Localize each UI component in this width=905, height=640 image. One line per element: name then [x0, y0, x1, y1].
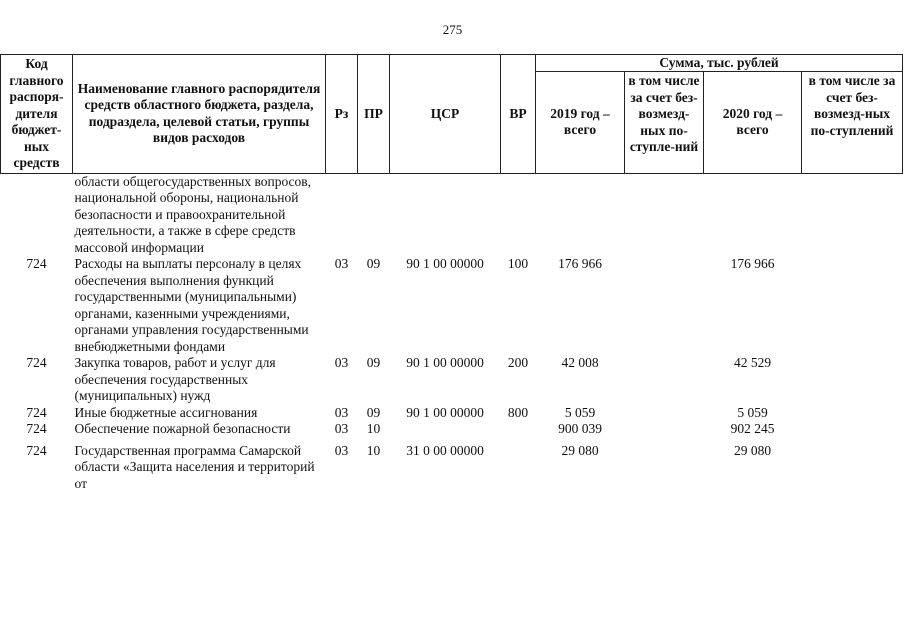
table-row — [1, 256, 903, 355]
header-row-1 — [1, 55, 903, 72]
cell-rz: 03 — [334, 442, 349, 458]
cell-vr: 200 — [507, 355, 529, 370]
page-number: 275 — [442, 22, 463, 37]
cell-csr: 90 1 00 00000 — [406, 404, 484, 420]
header-2019-free: в том числе за счет без-возмезд-ных по-ступле-ний — [625, 72, 704, 174]
cell-vr — [501, 173, 536, 256]
header-csr: ЦСР — [390, 55, 501, 174]
cell-vr — [501, 438, 536, 493]
header-name: Наименование главного распорядителя средств областного бюджета, раздела, подраздела, целевой статьи, группы видов расходов — [73, 55, 326, 174]
cell-2020-free — [802, 173, 903, 256]
cell-vr — [501, 421, 536, 438]
cell-2020: 902 245 — [730, 421, 775, 436]
cell-vr: 100 — [507, 256, 529, 271]
header-2020-free: в том числе за счет без-возмезд-ных по-ступлений — [802, 72, 903, 174]
header-2020-total: 2020 год – всего — [704, 72, 802, 174]
table-row — [1, 421, 903, 438]
cell-csr: 90 1 00 00000 — [406, 355, 484, 370]
header-sum: Сумма, тыс. рублей — [536, 55, 903, 72]
cell-code: 724 — [26, 404, 47, 420]
cell-code: 724 — [26, 442, 47, 458]
cell-2020-free — [802, 405, 903, 422]
cell-2019: 5 059 — [564, 404, 596, 420]
header-rz: Рз — [326, 55, 358, 174]
table-row — [1, 438, 903, 493]
cell-2020: 42 529 — [733, 355, 772, 370]
cell-2020-free — [802, 256, 903, 355]
cell-name: Закупка товаров, работ и услуг для обеспечения государственных (муниципальных) нужд — [74, 355, 276, 403]
cell-rz: 03 — [334, 355, 349, 370]
cell-2020: 5 059 — [737, 404, 768, 420]
cell-rz — [326, 173, 358, 256]
budget-table — [0, 54, 903, 492]
cell-pr: 09 — [366, 404, 381, 420]
cell-2019: 176 966 — [558, 256, 602, 271]
cell-csr — [390, 173, 501, 256]
table-row — [1, 405, 903, 422]
cell-vr: 800 — [507, 404, 529, 420]
cell-2020: 176 966 — [730, 256, 775, 271]
cell-2020: 29 080 — [733, 442, 772, 458]
cell-2019-free — [625, 355, 704, 405]
header-code: Код главного распоря-дителя бюджет-ных средств — [1, 55, 73, 174]
table-row — [1, 355, 903, 405]
cell-2020-free — [802, 421, 903, 438]
cell-pr — [358, 173, 390, 256]
cell-code: 724 — [26, 421, 47, 436]
cell-pr: 09 — [366, 256, 381, 271]
cell-2019-free — [625, 421, 704, 438]
cell-name: области общегосударственных вопросов, национальной обороны, национальной безопасности и правоохранительной деятельности, а также в сфере средств массовой информации — [74, 173, 312, 255]
cell-2019 — [536, 173, 625, 256]
cell-2020-free — [802, 355, 903, 405]
cell-code: 724 — [26, 355, 47, 370]
cell-2019: 900 039 — [558, 421, 602, 436]
cell-2019-free — [625, 173, 704, 256]
header-2019-total: 2019 год – всего — [536, 72, 625, 174]
cell-pr: 10 — [366, 421, 381, 436]
cell-csr — [390, 421, 501, 438]
cell-2019-free — [625, 405, 704, 422]
cell-csr: 90 1 00 00000 — [406, 256, 484, 271]
cell-name: Расходы на выплаты персоналу в целях обеспечения выполнения функций государственными (муниципальными) органами, казенными учреждениями, органами управления государственными внебюджетными фондами — [74, 256, 309, 354]
cell-rz: 03 — [334, 421, 349, 436]
cell-name: Иные бюджетные ассигнования — [74, 404, 258, 420]
table-row — [1, 173, 903, 256]
cell-name: Обеспечение пожарной безопасности — [74, 421, 291, 436]
cell-rz: 03 — [334, 256, 349, 271]
cell-code: 724 — [26, 256, 47, 271]
cell-2020 — [704, 173, 802, 256]
cell-pr: 10 — [366, 442, 381, 458]
cell-2020-free — [802, 438, 903, 493]
cell-code — [1, 173, 73, 256]
cell-2019-free — [625, 438, 704, 493]
cell-csr: 31 0 00 00000 — [406, 442, 484, 458]
cell-2019-free — [625, 256, 704, 355]
cell-name: Государственная программа Самарской области «Защита населения и территорий от — [74, 442, 315, 491]
cell-2019: 29 080 — [561, 442, 599, 458]
header-pr: ПР — [358, 55, 390, 174]
cell-rz: 03 — [334, 404, 349, 420]
cell-2019: 42 008 — [561, 355, 599, 370]
cell-pr: 09 — [366, 355, 381, 370]
header-vr: ВР — [501, 55, 536, 174]
